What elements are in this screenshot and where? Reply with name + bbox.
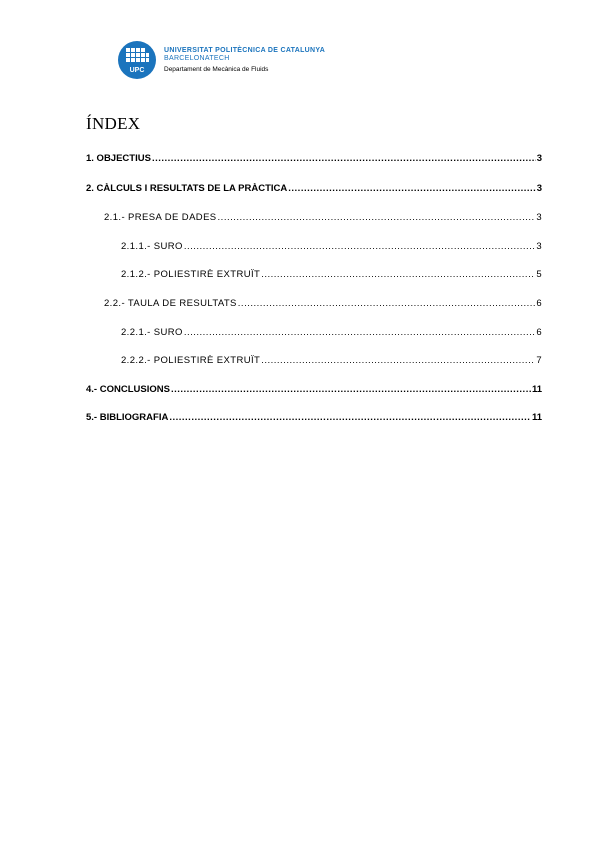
toc-entry-taula-de-resultats[interactable]: [104, 298, 542, 309]
toc-entry-label: 2.1.1.- SURO: [121, 241, 183, 252]
toc-entry-page: 5: [536, 269, 542, 280]
toc-leader-dots: [261, 355, 535, 366]
toc-entry-label: 2.1.- PRESA DE DADES: [104, 212, 217, 223]
university-name: UNIVERSITAT POLITÈCNICA DE CATALUNYA: [164, 46, 326, 54]
toc-entry-bibliografia[interactable]: [86, 412, 542, 423]
toc-entry-page: 3: [536, 183, 542, 194]
toc-entry-page: 3: [536, 153, 542, 164]
toc-entry-label: 2.2.1.- SURO: [121, 327, 183, 338]
toc-entry-label: 2. CÀLCULS I RESULTATS DE LA PRÀCTICA: [86, 183, 288, 194]
toc-entry-suro-2[interactable]: [121, 327, 542, 338]
toc-leader-dots: [171, 384, 531, 395]
toc-title: ÍNDEX: [86, 114, 141, 133]
toc-leader-dots: [261, 269, 535, 280]
toc-entry-page: 6: [536, 327, 542, 338]
page-header: [118, 42, 325, 78]
toc-entry-conclusions[interactable]: [86, 384, 542, 395]
toc-entry-label: 5.- BIBLIOGRAFIA: [86, 412, 169, 423]
toc-entry-label: 4.- CONCLUSIONS: [86, 384, 170, 395]
toc-entry-page: 11: [531, 412, 542, 423]
toc-entry-label: 1. OBJECTIUS: [86, 153, 151, 164]
toc-leader-dots: [184, 327, 535, 338]
toc-entry-objectius[interactable]: [86, 153, 542, 164]
toc-entry-page: 7: [536, 355, 542, 366]
toc-entry-page: 3: [536, 241, 542, 252]
toc-entry-poliestire-2[interactable]: [121, 355, 542, 366]
toc-leader-dots: [288, 183, 535, 194]
header-text-block: [164, 47, 325, 74]
university-subtitle: BARCELONATECH: [164, 54, 230, 62]
toc-leader-dots: [184, 241, 535, 252]
toc-entry-poliestire-1[interactable]: [121, 269, 542, 280]
toc-entry-presa-de-dades[interactable]: [104, 212, 542, 223]
toc-leader-dots: [238, 298, 536, 309]
logo-text: UPC: [129, 67, 145, 74]
toc-entry-page: 6: [536, 298, 542, 309]
toc-entry-calculs[interactable]: [86, 183, 542, 194]
toc-entry-suro-1[interactable]: [121, 241, 542, 252]
toc-leader-dots: [169, 412, 531, 423]
toc-entry-label: 2.2.- TAULA DE RESULTATS: [104, 298, 237, 309]
toc-entry-page: 11: [531, 384, 542, 395]
toc-entry-label: 2.2.2.- POLIESTIRÈ EXTRUÏT: [121, 355, 261, 366]
toc-entry-page: 3: [536, 212, 542, 223]
upc-logo-icon: [118, 41, 156, 79]
toc-leader-dots: [152, 153, 536, 164]
department-name: Departament de Mecànica de Fluids: [164, 65, 269, 73]
toc-entry-label: 2.1.2.- POLIESTIRÈ EXTRUÏT: [121, 269, 261, 280]
toc-leader-dots: [218, 212, 536, 223]
